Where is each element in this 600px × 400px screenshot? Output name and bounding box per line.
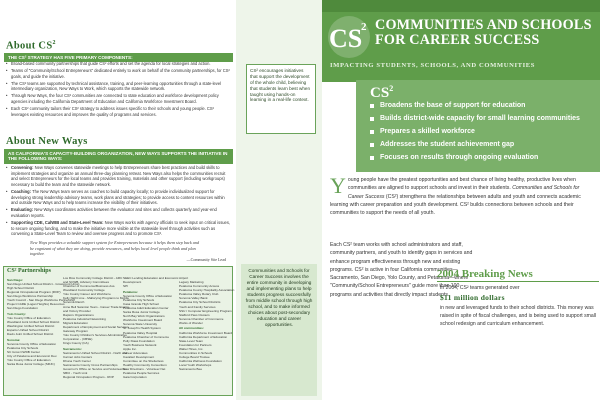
partner-item: Sonoma County Office of Education bbox=[7, 341, 57, 346]
cs2-goals-list bbox=[368, 99, 598, 164]
cs2-goals-label: $CS^2$ bbox=[370, 84, 394, 101]
partner-item: Petaluma City School Districts bbox=[179, 300, 221, 305]
partner-item: Gateway Program bbox=[63, 329, 88, 334]
partner-item: Sonoma Chamber of Commerce bbox=[179, 316, 224, 321]
partner-item: Department of Employment and Social Services bbox=[63, 324, 129, 329]
callout-community-text: Communities and Schools for Career Success involves the entire community in developing and implementing plans to help students progress successfully from middle school through high school, and to make informed choices about post-secondary education and career opportunities. bbox=[245, 268, 313, 328]
partner-item: Workforce Investment Board bbox=[123, 318, 163, 323]
partners-column-4 bbox=[179, 276, 235, 372]
partner-item: Los Rios Community College District - ARC bbox=[63, 276, 123, 280]
partner-item: Petaluma Industrial Networking bbox=[63, 316, 106, 321]
partner-item: Kings County (CA) bbox=[63, 341, 89, 346]
partner-item: Petaluma Community Access bbox=[179, 284, 220, 289]
list-item: Prepares a skilled workforce bbox=[368, 125, 598, 138]
about-cs2-list bbox=[6, 61, 232, 119]
list-item: • Teams of "Community/School Entrepreneurs" dedicated entirely to work on behalf of the community partnerships, for CS² goals, and guide the initiative. bbox=[6, 68, 232, 79]
partner-item: California Department of Education bbox=[179, 334, 228, 339]
partners-heading: Yolo County: bbox=[7, 311, 27, 316]
partner-item: Yolo County Career and Workforce bbox=[63, 292, 111, 297]
partner-item: Polly Klaas Foundation bbox=[123, 338, 155, 343]
partner-item: City of Petaluma and Economic Dev. bbox=[7, 353, 58, 358]
partner-item: Petaluma Adult Education Center bbox=[123, 306, 169, 311]
partner-item: Casa Grande High School bbox=[123, 301, 159, 306]
page-subtitle: IMPACTING STUDENTS, SCHOOLS, AND COMMUNITIES bbox=[330, 62, 536, 69]
header-top-strip bbox=[322, 0, 600, 12]
news-amount: $11 million dollars bbox=[440, 293, 505, 303]
partner-item: Works of Wonder bbox=[179, 320, 203, 325]
partner-item: Gaia Corporation bbox=[123, 375, 147, 380]
partner-item: and Victory Provider bbox=[63, 308, 91, 313]
partner-item: Kelly Night Line - Mallorying Programs to Mobile bbox=[63, 296, 130, 301]
partner-item: New Directions - Volunteer Net bbox=[123, 367, 166, 372]
partner-item: Sacramento County Cross Partnerships bbox=[63, 363, 118, 368]
partners-heading: Petaluma: bbox=[123, 289, 138, 294]
title-line-1: COMMUNITIES AND SCHOOLS bbox=[375, 17, 592, 33]
partner-item: Airport bbox=[179, 276, 189, 280]
cs2-logo bbox=[326, 14, 372, 60]
partner-item: Youth Business Network bbox=[123, 342, 157, 347]
partner-item: SPI bbox=[123, 284, 128, 289]
breaking-news-body: In 2004, CS² teams generated over $11 million dollars in new and leveraged funds to their school districts. This money was raised in spite of fiscal challenges, and is being used to support small school redesign and curriculum enhancement. bbox=[440, 285, 597, 328]
teams-paragraph: Each CS² team works with school administrators and staff, community partners, and youth to identify gaps in services and enhance program effectiveness through new and existing programs. CS² is active in four California communities—Sacramento, San Diego, Yolo County, and Petaluma—where "Community/School Entrepreneurs" guide more than 100 programs and activities that directly impact students. bbox=[330, 242, 473, 298]
partner-item: Sonoma Ranch bbox=[63, 300, 85, 305]
partner-item: Petaluma City Schools bbox=[7, 345, 39, 350]
list-item: Addresses the student achievement gap bbox=[368, 138, 598, 151]
partner-item: Regional Occupational Program (ROP) bbox=[7, 289, 61, 294]
partner-item: Corporation - (CBSE) bbox=[63, 337, 93, 342]
partner-item: Development bbox=[123, 280, 142, 285]
quote-attribution: —Community Site Lead bbox=[186, 257, 226, 262]
about-new-ways-bar: AS CALIFORNIA'S CAPACITY-BUILDING ORGANIZATION, NEW WAYS SUPPORTS THE INITIATIVE IN THE FOLLOWING WAYS: bbox=[4, 149, 233, 164]
partner-item: College Board Trustee bbox=[179, 354, 210, 359]
about-cs2-title: About $CS^2$ bbox=[6, 40, 56, 52]
partner-item: Migrant Education bbox=[63, 320, 88, 325]
new-ways-list bbox=[6, 165, 232, 238]
partner-item: Youth Council - San Diego Workforce Partnership bbox=[7, 297, 75, 302]
partner-item: Yolo County Office of Education bbox=[7, 315, 51, 320]
partner-item: and SCWB, Advisory Committees bbox=[63, 280, 110, 285]
partner-item: Raptors Organizations bbox=[63, 312, 94, 317]
partners-heading: San Diego: bbox=[7, 277, 24, 282]
partner-item: Esparto Unified School District bbox=[7, 327, 49, 332]
partner-item: Woodland Community College bbox=[63, 288, 105, 293]
partner-item: Walter Hines, Inc. bbox=[179, 346, 204, 351]
partners-heading: Sacramento: bbox=[63, 346, 82, 351]
partner-item: Governor's Office on Service and Volunteerism bbox=[63, 367, 128, 372]
list-item: • Through New Ways, the four CS² communities are connected to state education and workforce development policy agencies including the California Department of Education and California Workforce Investment Board. bbox=[6, 93, 232, 104]
partner-item: San Diego Workforce Partnership bbox=[7, 293, 54, 298]
list-item: • Broad-based community partnerships that guide CS² efforts and set the agenda for local strategies and action. bbox=[6, 61, 232, 67]
list-item: Focuses on results through ongoing evaluation bbox=[368, 151, 598, 164]
partner-item: California Wellness Foundation bbox=[179, 359, 222, 364]
partner-item: Yolo County Children's Services Administrative bbox=[63, 333, 127, 338]
list-item: • Supporting CDE, CalWIB and State-Level Team: New Ways works with agency officials to seek input on critical issues, to secure ongoing funding, and to make the initiative more visible at the statewide level through activities such as convening a State-Level Team to review and oversee progress and to promote CS². bbox=[6, 220, 232, 237]
logo-text: CS bbox=[329, 24, 363, 53]
partner-item: SEEC Lending Education and Economic bbox=[123, 276, 179, 280]
partner-item: Dhuna Youth Center bbox=[63, 359, 91, 364]
list-item: Broadens the base of support for education bbox=[368, 99, 598, 112]
partner-item: Petaluma County Hospitality Association bbox=[179, 288, 235, 293]
partner-item: San Diego Foundation bbox=[7, 306, 38, 311]
partner-item: Woodland Joint Unified School District bbox=[7, 319, 60, 324]
partner-item: Petaluma Chamber of Commerce bbox=[123, 334, 170, 339]
logo-sup: 2 bbox=[361, 21, 367, 33]
callout-whole-child-text: CS² encourages initiatives that support the development of the whole child, believing that students learn best when taught using hands-on learning in a real-life context. bbox=[250, 68, 311, 103]
title-line-2: FOR CAREER SUCCESS bbox=[375, 31, 540, 48]
partner-item: Sacramento Bee bbox=[179, 367, 203, 372]
list-item: • Convening: New Ways convenes statewide meetings to help Entrepreneurs share best practices and build skills to implement strategies and organize an annual three-day planning retreat. New Ways also helps the communities recruit and select Entrepreneurs for the local teams and provides training, materials and other support (including workgroups) necessary to build the team and the statewide network. bbox=[6, 165, 232, 188]
partner-item: High School District bbox=[7, 285, 34, 290]
partner-item: St. Joseph's Health System bbox=[123, 326, 161, 331]
list-item: • Coaching: The New Ways team serves as coaches to build capacity locally; to provide individualized support for developing strong leadership advisory teams, work plans and strategies; to provide access to content resources within and outside New Ways and to help teams increase the visibility of their initiatives. bbox=[6, 189, 232, 206]
partner-item: Chamber of Commerce/Business Ass. bbox=[63, 284, 116, 289]
partner-item: California Workforce Investment Board bbox=[179, 330, 233, 335]
callout-community bbox=[241, 264, 317, 396]
partner-item: Legacy Marketing bbox=[179, 280, 204, 285]
partner-item: SC Grow CWDB Center bbox=[7, 349, 41, 354]
partner-item: Career Advocates bbox=[123, 350, 148, 355]
partner-item: Santa Rosa Junior College (SRJC) bbox=[7, 362, 55, 367]
partner-item: Petaluma Valley Hospital bbox=[123, 330, 158, 335]
partner-item: Project CARE (Logan Heights) Resources bbox=[7, 301, 65, 306]
partner-item: Anne Bell Swanton Team - Career Trade Exams bbox=[63, 304, 129, 309]
partner-item: Sonoma State University bbox=[123, 322, 158, 327]
partner-item: Stafford Pass Clusters bbox=[179, 312, 210, 317]
partner-item: Sacramento Unified School District - North and bbox=[63, 350, 128, 355]
partner-item: Petaluma Valley Rotary Club bbox=[179, 292, 219, 297]
breaking-news-title: 2004 Breaking News bbox=[437, 268, 599, 282]
partner-item: Local Youth Workshops bbox=[179, 363, 212, 368]
about-new-ways-title: About New Ways bbox=[6, 136, 88, 147]
partner-item: SBCI - Youth Link bbox=[63, 371, 88, 376]
partner-item: Santa Rosa Junior College bbox=[123, 310, 160, 315]
partner-item: Petaluma People Services bbox=[123, 371, 160, 376]
partner-item: San Diego Unified School District - Grossmont Union bbox=[7, 281, 80, 286]
partner-item: Committee on the Shelterless bbox=[123, 359, 164, 364]
drop-cap: Y bbox=[330, 173, 346, 198]
partners-title: CS² Partnerships bbox=[7, 268, 51, 274]
intro-paragraph: Young people have the greatest opportunities and best chance of living healthy, productive lives when communities are aligned to support schools and invest in their students. Communities and Schools for Career Success (CS²) strengthens the relationships between adults and youth and connects academic learning with career preparation and youth development. CS² builds connections between schools and their communities to support the needs of all youth. bbox=[330, 173, 581, 216]
list-item: • The CS² teams are supported by technical assistance, training, and peer-learning opportunities through a state-level intermediary organization, New Ways to Work, which supports the statewide network. bbox=[6, 81, 232, 92]
about-cs2-bar: THE CS² STRATEGY HAS FIVE PRIMARY COMPONENTS: bbox=[4, 53, 233, 62]
partner-item: Carmel Jobs Centers bbox=[63, 354, 93, 359]
callout-whole-child bbox=[246, 64, 316, 134]
partner-item: Petaluma City Schools bbox=[123, 297, 155, 302]
partner-item: Youth and Family Services bbox=[179, 304, 216, 309]
partner-item: Healthy Community Consortium bbox=[123, 363, 167, 368]
partners-column-3 bbox=[123, 276, 177, 379]
partner-item: SSU / Computer Engineering Program bbox=[179, 308, 232, 313]
pull-quote: New Ways provides a valuable support system for Entrepreneurs because it helps them step back and be cognizant of what they are doing, provide resources, and helps local level people think and plan together. bbox=[30, 240, 200, 257]
partner-item: Yolo County Office of Education bbox=[7, 357, 51, 362]
partner-item: Apple Inc. bbox=[123, 346, 137, 351]
partner-item: Sonoma County Office of Education bbox=[123, 293, 173, 298]
partners-heading: All communities: bbox=[179, 326, 204, 331]
list-item: • Evaluating: New Ways coordinates activities between the evaluator and sites and collects quarterly and year-end evaluation reports. bbox=[6, 207, 232, 218]
partner-item: Davis Joint Unified School District bbox=[7, 332, 54, 337]
partner-item: Washington Unified School District bbox=[7, 323, 55, 328]
page-title bbox=[375, 18, 597, 48]
list-item: • Each CS² community tailors their CS² strategy to address issues specific to their schools and young people. CS² leverages existing resources and improves the quality of programs and services. bbox=[6, 106, 232, 117]
partners-heading: Sonoma: bbox=[7, 337, 21, 342]
list-item: Builds district-wide capacity for small learning communities bbox=[368, 112, 598, 125]
partner-item: Sonoma Valley Bank bbox=[179, 296, 208, 301]
partner-item: North Bay Work Organizations bbox=[123, 314, 165, 319]
partner-item: Foundation for Partners bbox=[179, 342, 212, 347]
partner-item: Communities in Schools bbox=[179, 350, 213, 355]
partner-item: Regional Occupation Program - ROP bbox=[63, 375, 114, 380]
partner-item: State-Level Team bbox=[179, 338, 204, 343]
partner-item: Cavalieri Development bbox=[123, 354, 155, 359]
